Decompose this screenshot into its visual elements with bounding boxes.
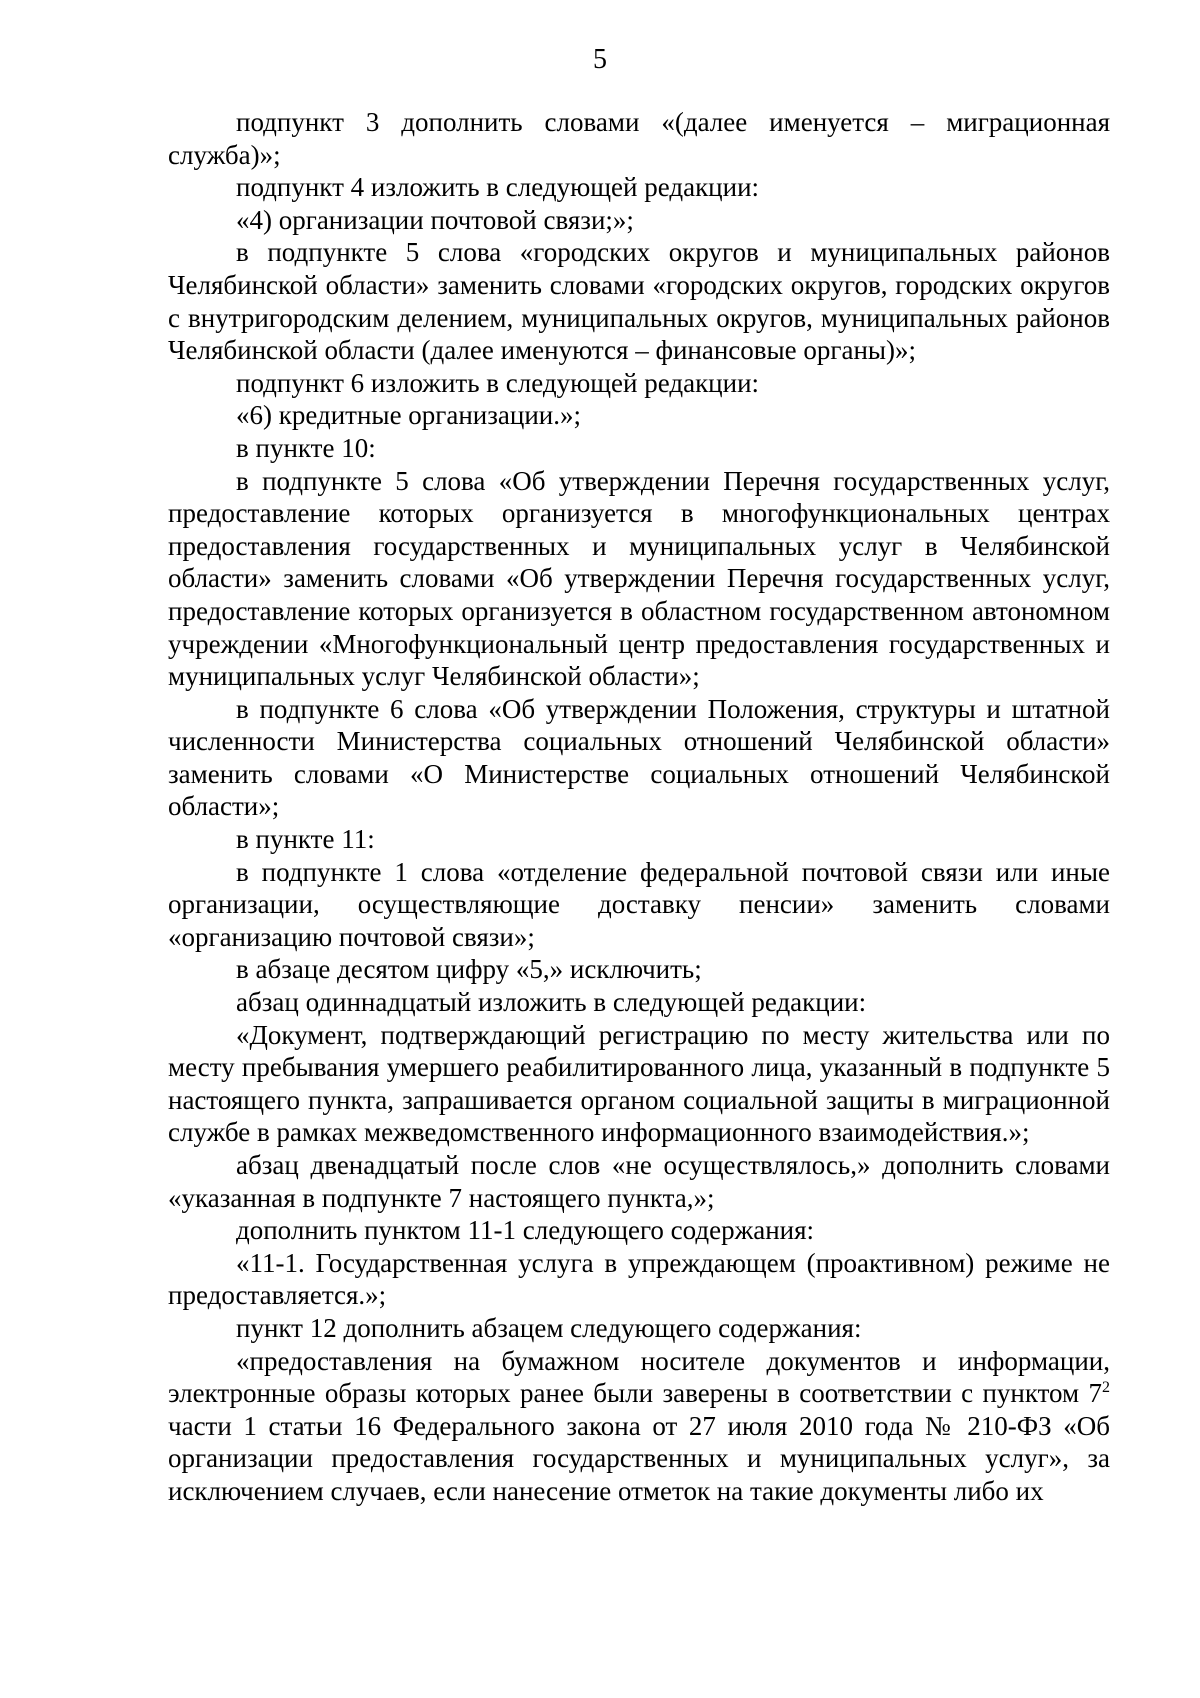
document-body <box>168 106 1110 1508</box>
paragraph: в абзаце десятом цифру «5,» исключить; <box>236 954 702 985</box>
paragraph: в подпункте 5 слова «Об утверждении Перечня государственных услуг, предоставление которых организуется в многофункциональных центрах предоставления государственных и муниципальных услуг в Челябинской области» заменить словами «Об утверждении Перечня государственных услуг, предоставление которых организуется в областном государственном автономном учреждении «Многофункциональный центр предоставления государственных и муниципальных услуг Челябинской области»; <box>168 465 1110 692</box>
paragraph: подпункт 3 дополнить словами «(далее именуется – миграционная служба)»; <box>168 107 1110 170</box>
paragraph: в подпункте 6 слова «Об утверждении Положения, структуры и штатной численности Министерства социальных отношений Челябинской области» заменить словами «О Министерстве социальных отношений Челябинской области»; <box>168 693 1110 822</box>
paragraph: «6) кредитные организации.»; <box>236 400 582 431</box>
paragraph: «11-1. Государственная услуга в упреждающем (проактивном) режиме не предоставляется.»; <box>168 1247 1110 1311</box>
paragraph: абзац одиннадцатый изложить в следующей редакции: <box>236 987 867 1018</box>
paragraph: «4) организации почтовой связи;»; <box>236 204 634 235</box>
paragraph-last <box>168 1345 1110 1508</box>
paragraph: в пункте 11: <box>236 824 375 855</box>
paragraph: в пункте 10: <box>236 432 376 463</box>
paragraph: дополнить пунктом 11-1 следующего содержания: <box>236 1215 815 1246</box>
paragraph: в подпункте 1 слова «отделение федеральной почтовой связи или иные организации, осуществляющие доставку пенсии» заменить словами «организацию почтовой связи»; <box>168 856 1110 952</box>
page-number: 5 <box>593 44 607 75</box>
paragraph: подпункт 4 изложить в следующей редакции: <box>236 172 760 203</box>
superscript: 2 <box>1102 1379 1110 1397</box>
paragraph: пункт 12 дополнить абзацем следующего содержания: <box>236 1312 862 1343</box>
paragraph: в подпункте 5 слова «городских округов и муниципальных районов Челябинской области» заменить словами «городских округов, городских округов с внутригородским делением, муниципальных округов, муниципальных районов Челябинской области (далее именуются – финансовые органы)»; <box>168 237 1110 366</box>
paragraph: «Документ, подтверждающий регистрацию по месту жительства или по месту пребывания умершего реабилитированного лица, указанный в подпункте 5 настоящего пункта, запрашивается органом социальной защиты в миграционной службе в рамках межведомственного информационного взаимодействия.»; <box>168 1019 1110 1148</box>
paragraph-last-text-end: части 1 статьи 16 Федерального закона от 27 июля 2010 года № 210-ФЗ «Об организации предоставления государственных и муниципальных услуг», за исключением случаев, если нанесение отметок на такие документы либо их <box>168 1410 1110 1506</box>
paragraph: подпункт 6 изложить в следующей редакции: <box>236 367 760 398</box>
paragraph: абзац двенадцатый после слов «не осуществлялось,» дополнить словами «указанная в подпункте 7 настоящего пункта,»; <box>168 1150 1110 1213</box>
paragraph-last-text-start: «предоставления на бумажном носителе документов и информации, электронные образы которых ранее были заверены в соответствии с пунктом 7 <box>168 1345 1110 1409</box>
